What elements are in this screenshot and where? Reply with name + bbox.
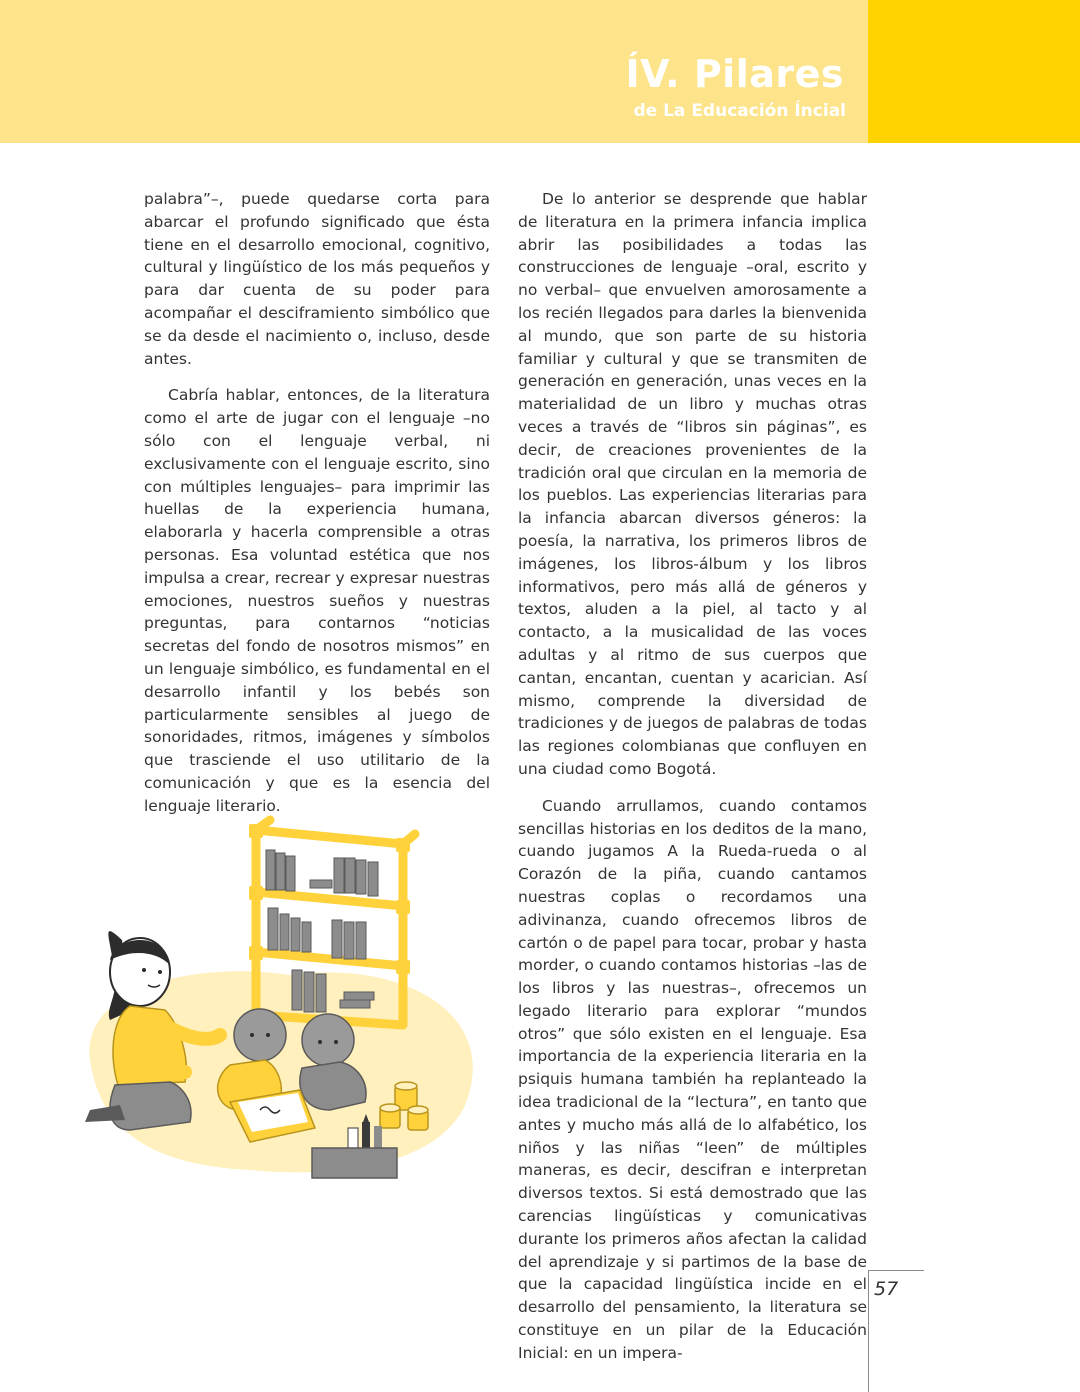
page-number-rule xyxy=(868,1270,924,1271)
right-text-column xyxy=(518,188,867,1379)
paragraph: De lo anterior se desprende que hablar de literatura en la primera infancia implica abrir las posibilidades a todas las construcciones de lenguaje –oral, escrito y no verbal– que envuelven amorosamente a los recién llegados para darles la bienvenida al mundo, que son parte de su historia familiar y cultural y que se transmiten de generación en generación, unas veces en la materialidad de un libro y muchas otras veces a través de “libros sin páginas”, es decir, de creaciones provenientes de la tradición oral que circulan en la memoria de los pueblos. Las experiencias literarias para la infancia abarcan diversos géneros: la poesía, la narrativa, los primeros libros de imágenes, los libros-álbum y los libros informativos, pero más allá de géneros y textos, aluden a la piel, al tacto y al contacto, a la musicalidad de las voces adultas y al ritmo de sus cuerpos que cantan, encantan, cuentan y acarician. Así mismo, comprende la diversidad de tradiciones y de juegos de palabras de todas las regiones colombianas que confluyen en una ciudad como Bogotá. xyxy=(518,190,867,778)
paragraph: palabra”–, puede quedarse corta para abarcar el profundo significado que ésta tiene en el desarrollo emocional, cognitivo, cultural y lingüístico de los más pequeños y para dar cuenta de su poder para acompañar el desciframiento simbólico que se da desde el nacimiento o, incluso, desde antes. xyxy=(144,190,490,368)
page-number: 57 xyxy=(874,1278,899,1300)
reading-scene-illustration xyxy=(70,810,490,1190)
chapter-subtitle: de La Educación Íncial xyxy=(633,101,846,121)
paragraph: Cabría hablar, entonces, de la literatura como el arte de jugar con el lenguaje –no sólo con el lenguaje verbal, ni exclusivamente con el lenguaje escrito, sino con múltiples lenguajes– para imprimir las huellas de la experiencia humana, elaborarla y hacerla comprensible a otras personas. Esa voluntad estética que nos impulsa a crear, recrear y expresar nuestras emociones, nuestros sueños y nuestras preguntas, para contarnos “noticias secretas del fondo de nosotros mismos” en un lenguaje simbólico, es fundamental en el desarrollo infantil y los bebés son particularmente sensibles al juego de sonoridades, ritmos, imágenes y símbolos que trasciende el uso utilitario de la comunicación y que es la esencia del lenguaje literario. xyxy=(144,386,490,815)
page-number-rule xyxy=(868,1270,869,1392)
paragraph: Cuando arrullamos, cuando contamos sencillas historias en los deditos de la mano, cuando jugamos A la Rueda-rueda o al Corazón de la piña, cuando cantamos nuestras coplas o recordamos una adivinanza, cuando ofrecemos libros de cartón o de papel para tocar, probar y hasta morder, o cuando contamos historias –las de los libros y las nuestras–, ofrecemos un legado literario para explorar “mundos otros” que sólo existen en el lenguaje. Esa importancia de la experiencia literaria en la psiquis humana también ha replanteado la idea tradicional de la “lectura”, en tanto que antes y mucho más allá de lo alfabético, los niños y las niñas “leen” de múltiples maneras, es decir, descifran e interpretan diversos textos. Si está demostrado que las carencias lingüísticas y comunicativas durante los primeros años afectan la calidad del aprendizaje y si partimos de la base de que la capacidad lingüística incide en el desarrollo del pensamiento, la literatura se constituye en un pilar de la Educación Inicial: en un impera- xyxy=(518,796,867,1362)
left-text-column xyxy=(144,188,490,832)
chapter-title: ÍV. Pilares xyxy=(625,52,844,96)
header-accent-block xyxy=(868,0,1080,143)
